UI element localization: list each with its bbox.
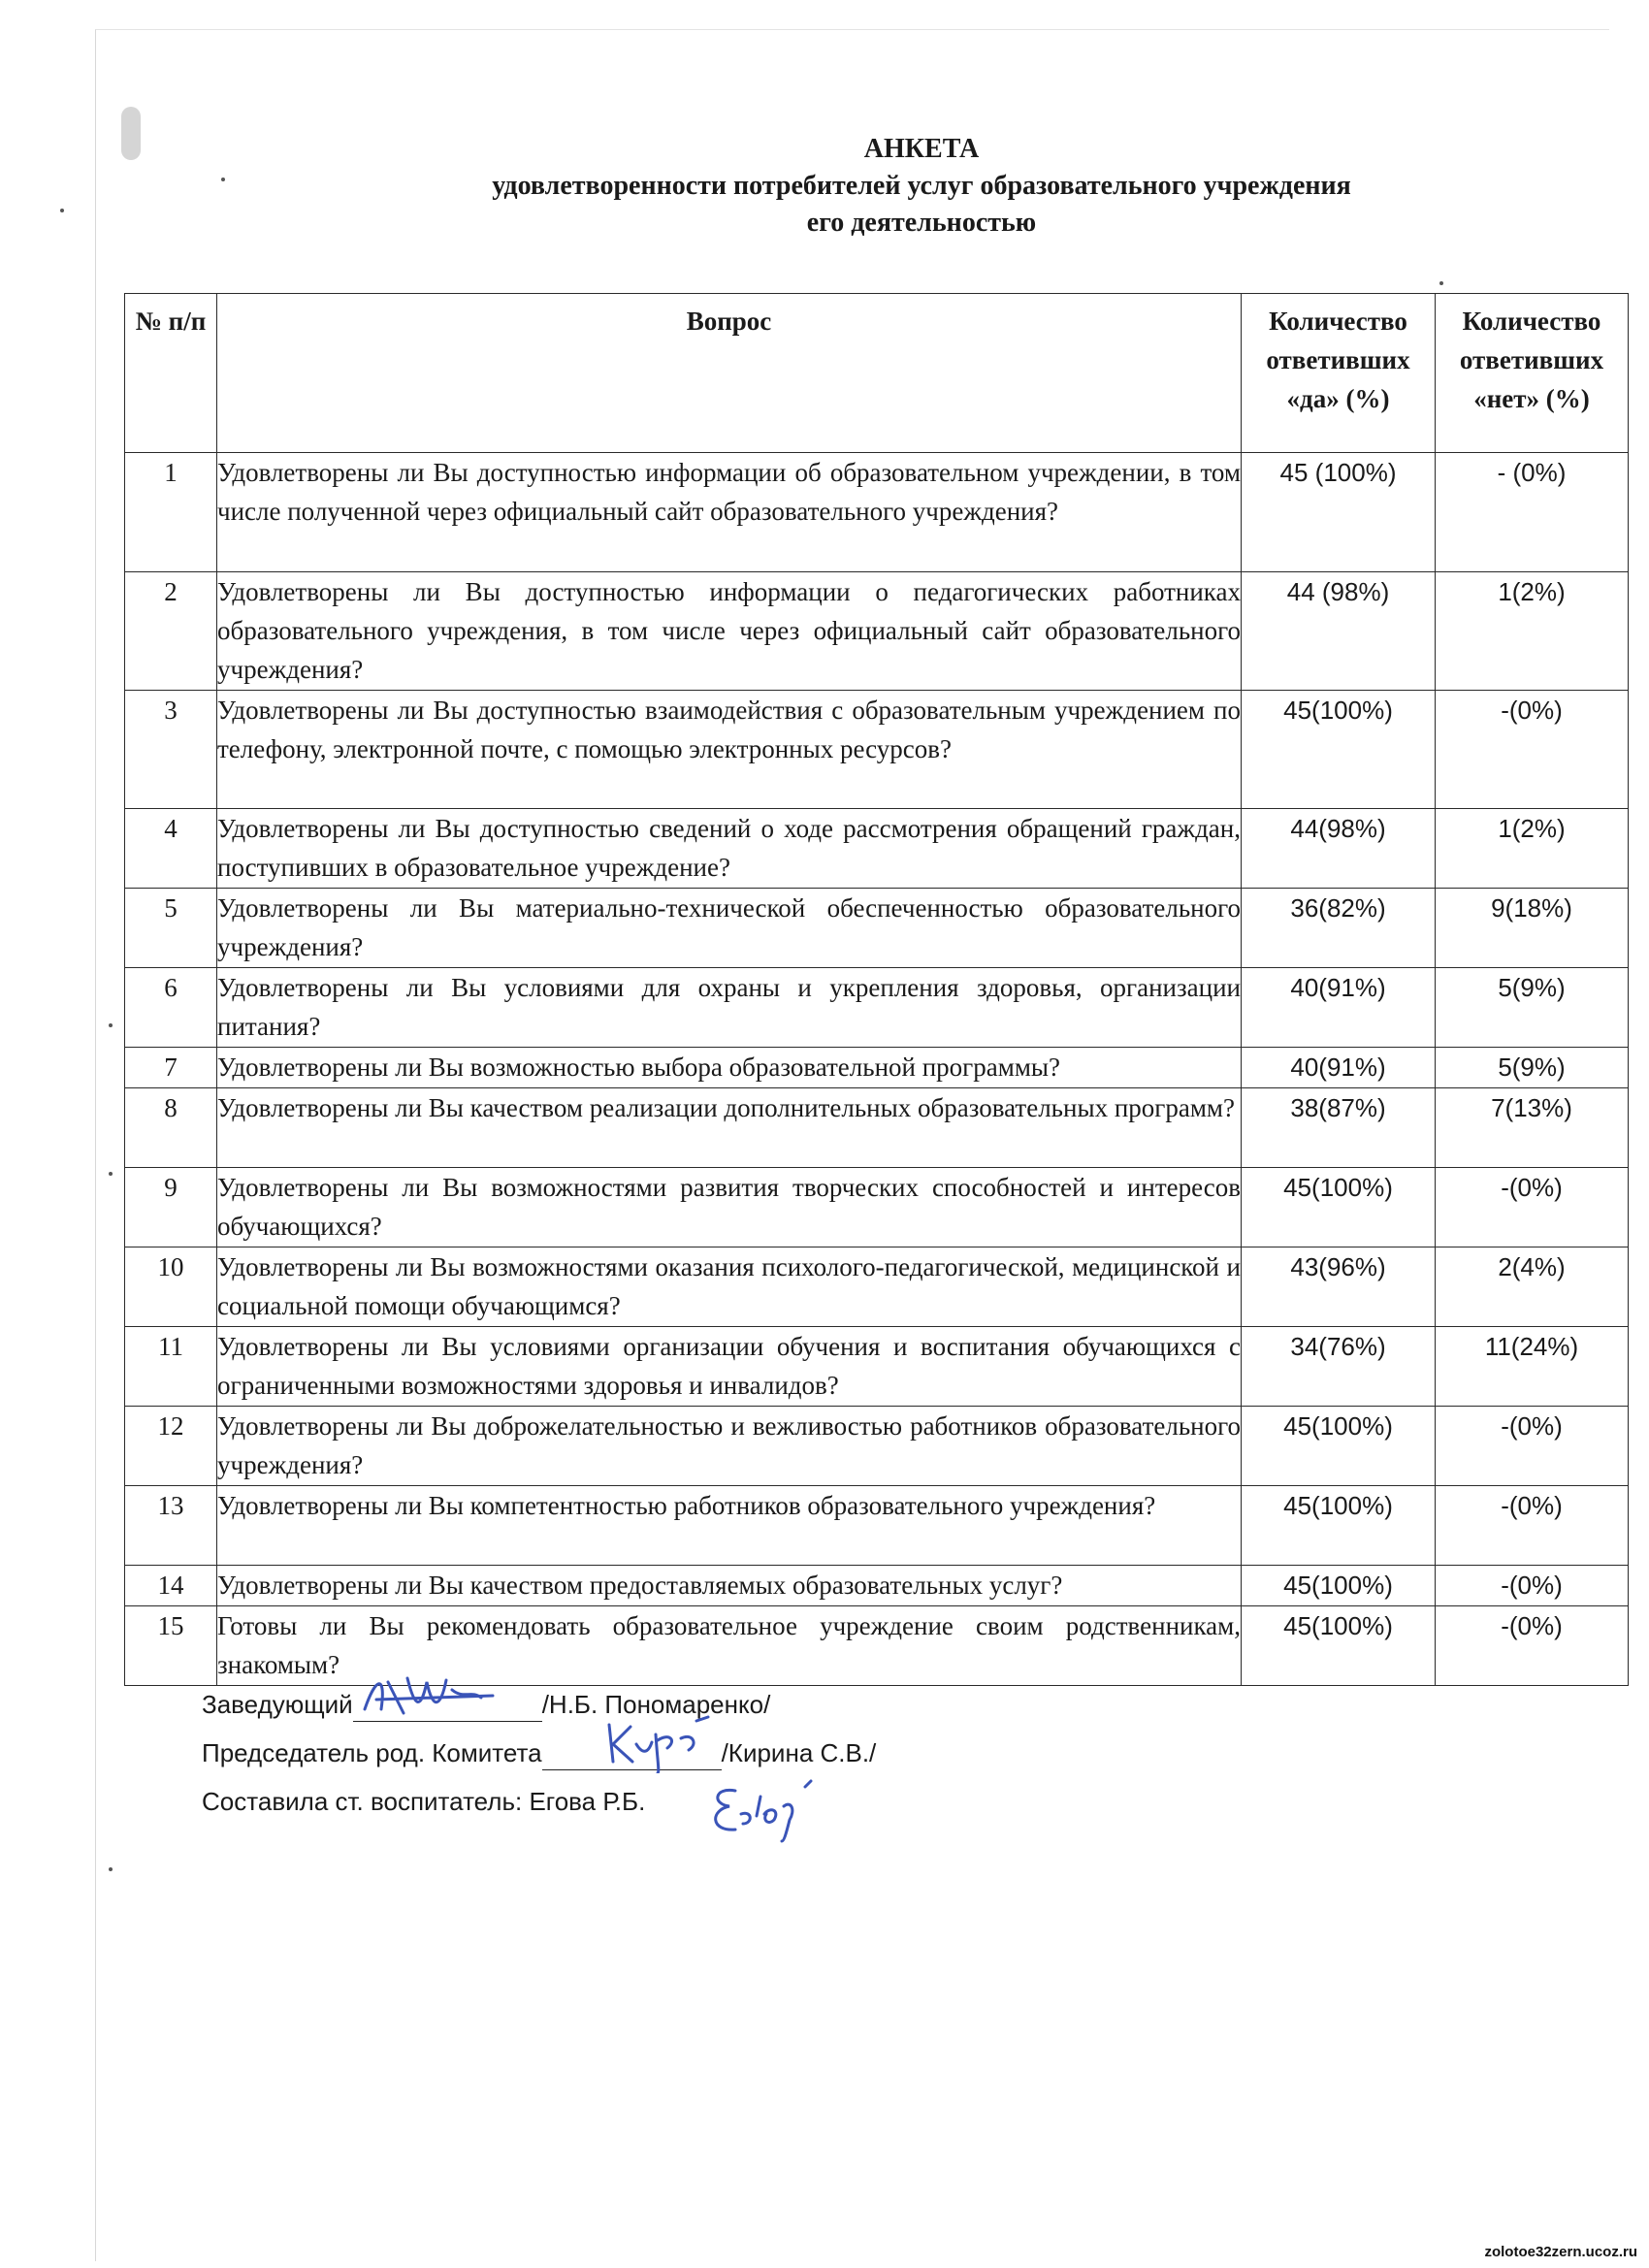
- row-yes-value: 45(100%): [1242, 1486, 1436, 1566]
- handwritten-signature-composer: [706, 1777, 823, 1845]
- scan-speck: [109, 1023, 113, 1027]
- row-number: 14: [125, 1566, 217, 1606]
- scan-speck: [1439, 281, 1443, 285]
- row-no-value: 9(18%): [1436, 889, 1629, 968]
- row-number: 5: [125, 889, 217, 968]
- row-question: Удовлетворены ли Вы доступностью сведений о ходе рассмотрения обращений граждан, поступивших в образовательное учреждение?: [217, 809, 1242, 889]
- row-yes-value: 45(100%): [1242, 1566, 1436, 1606]
- site-watermark: zolotoe32zern.ucoz.ru: [1484, 2244, 1637, 2260]
- row-question: Удовлетворены ли Вы доброжелательностью и вежливостью работников образовательного учреждения?: [217, 1407, 1242, 1486]
- row-question: Готовы ли Вы рекомендовать образовательное учреждение своим родственникам, знакомым?: [217, 1606, 1242, 1686]
- row-no-value: 1(2%): [1436, 572, 1629, 691]
- document-title: [291, 131, 1552, 242]
- table-row: [125, 968, 1629, 1048]
- row-number: 15: [125, 1606, 217, 1686]
- row-question: Удовлетворены ли Вы доступностью информации о педагогических работниках образовательного учреждения, в том числе через официальный сайт образовательного учреждения?: [217, 572, 1242, 691]
- scan-smudge: [121, 107, 141, 160]
- table-row: [125, 1407, 1629, 1486]
- header-number: № п/п: [125, 294, 217, 453]
- head-name: /Н.Б. Пономаренко/: [541, 1690, 771, 1719]
- row-yes-value: 44 (98%): [1242, 572, 1436, 691]
- row-yes-value: 44(98%): [1242, 809, 1436, 889]
- row-yes-value: 45(100%): [1242, 1606, 1436, 1686]
- title-subtitle: удовлетворенности потребителей услуг образовательного учреждения: [492, 171, 1351, 201]
- row-no-value: 1(2%): [1436, 809, 1629, 889]
- handwritten-signature-committee: [599, 1715, 716, 1773]
- row-yes-value: 34(76%): [1242, 1327, 1436, 1407]
- table-row: [125, 572, 1629, 691]
- table-row: [125, 453, 1629, 572]
- row-number: 1: [125, 453, 217, 572]
- handwritten-signature-head: [357, 1670, 512, 1724]
- row-question: Удовлетворены ли Вы возможностью выбора образовательной программы?: [217, 1048, 1242, 1088]
- row-yes-value: 43(96%): [1242, 1247, 1436, 1327]
- row-yes-value: 45 (100%): [1242, 453, 1436, 572]
- row-question: Удовлетворены ли Вы условиями организации обучения и воспитания обучающихся с ограниченными возможностями здоровья и инвалидов?: [217, 1327, 1242, 1407]
- head-label: Заведующий: [202, 1690, 353, 1719]
- row-question: Удовлетворены ли Вы доступностью взаимодействия с образовательным учреждением по телефону, электронной почте, с помощью электронных ресурсов?: [217, 691, 1242, 809]
- table-row: [125, 1168, 1629, 1247]
- row-number: 3: [125, 691, 217, 809]
- title-subtitle-2: его деятельностью: [806, 208, 1037, 238]
- scan-speck: [109, 1172, 113, 1176]
- committee-signature-line: [202, 1736, 876, 1770]
- row-number: 2: [125, 572, 217, 691]
- row-no-value: -(0%): [1436, 1566, 1629, 1606]
- row-no-value: - (0%): [1436, 453, 1629, 572]
- row-question: Удовлетворены ли Вы условиями для охраны и укрепления здоровья, организации питания?: [217, 968, 1242, 1048]
- title-heading: АНКЕТА: [863, 134, 980, 164]
- committee-name: /Кирина С.В./: [721, 1738, 877, 1767]
- scan-speck: [221, 178, 225, 181]
- committee-label: Председатель род. Комитета: [202, 1738, 542, 1767]
- row-no-value: -(0%): [1436, 1407, 1629, 1486]
- row-yes-value: 40(91%): [1242, 968, 1436, 1048]
- row-no-value: -(0%): [1436, 1168, 1629, 1247]
- table-row: [125, 1048, 1629, 1088]
- row-yes-value: 45(100%): [1242, 1407, 1436, 1486]
- survey-table: [124, 293, 1629, 1686]
- row-number: 4: [125, 809, 217, 889]
- row-question: Удовлетворены ли Вы возможностями оказания психолого-педагогической, медицинской и социальной помощи обучающимся?: [217, 1247, 1242, 1327]
- row-yes-value: 45(100%): [1242, 691, 1436, 809]
- header-yes-count: Количество ответивших «да» (%): [1242, 294, 1436, 453]
- scan-speck: [109, 1867, 113, 1871]
- table-header-row: [125, 294, 1629, 453]
- row-yes-value: 45(100%): [1242, 1168, 1436, 1247]
- row-number: 8: [125, 1088, 217, 1168]
- row-no-value: 7(13%): [1436, 1088, 1629, 1168]
- table-row: [125, 1566, 1629, 1606]
- row-number: 12: [125, 1407, 217, 1486]
- row-question: Удовлетворены ли Вы компетентностью работников образовательного учреждения?: [217, 1486, 1242, 1566]
- table-row: [125, 1247, 1629, 1327]
- row-question: Удовлетворены ли Вы качеством реализации дополнительных образовательных программ?: [217, 1088, 1242, 1168]
- table-row: [125, 691, 1629, 809]
- row-no-value: 2(4%): [1436, 1247, 1629, 1327]
- row-yes-value: 38(87%): [1242, 1088, 1436, 1168]
- header-no-count: Количество ответивших «нет» (%): [1436, 294, 1629, 453]
- row-no-value: 5(9%): [1436, 968, 1629, 1048]
- row-no-value: -(0%): [1436, 691, 1629, 809]
- row-question: Удовлетворены ли Вы возможностями развития творческих способностей и интересов обучающихся?: [217, 1168, 1242, 1247]
- row-question: Удовлетворены ли Вы качеством предоставляемых образовательных услуг?: [217, 1566, 1242, 1606]
- row-number: 7: [125, 1048, 217, 1088]
- scan-speck: [60, 209, 64, 212]
- row-yes-value: 36(82%): [1242, 889, 1436, 968]
- row-number: 9: [125, 1168, 217, 1247]
- table-row: [125, 809, 1629, 889]
- row-no-value: -(0%): [1436, 1606, 1629, 1686]
- row-no-value: 11(24%): [1436, 1327, 1629, 1407]
- row-number: 13: [125, 1486, 217, 1566]
- row-question: Удовлетворены ли Вы материально-технической обеспеченностью образовательного учреждения?: [217, 889, 1242, 968]
- row-number: 6: [125, 968, 217, 1048]
- table-row: [125, 889, 1629, 968]
- row-number: 11: [125, 1327, 217, 1407]
- row-number: 10: [125, 1247, 217, 1327]
- row-no-value: 5(9%): [1436, 1048, 1629, 1088]
- table-row: [125, 1088, 1629, 1168]
- row-yes-value: 40(91%): [1242, 1048, 1436, 1088]
- row-no-value: -(0%): [1436, 1486, 1629, 1566]
- row-question: Удовлетворены ли Вы доступностью информации об образовательном учреждении, в том числе полученной через официальный сайт образовательного учреждения?: [217, 453, 1242, 572]
- table-row: [125, 1486, 1629, 1566]
- table-row: [125, 1327, 1629, 1407]
- composer-line: Составила ст. воспитатель: Егова Р.Б.: [202, 1787, 646, 1816]
- header-question: Вопрос: [217, 294, 1242, 453]
- table-row: [125, 1606, 1629, 1686]
